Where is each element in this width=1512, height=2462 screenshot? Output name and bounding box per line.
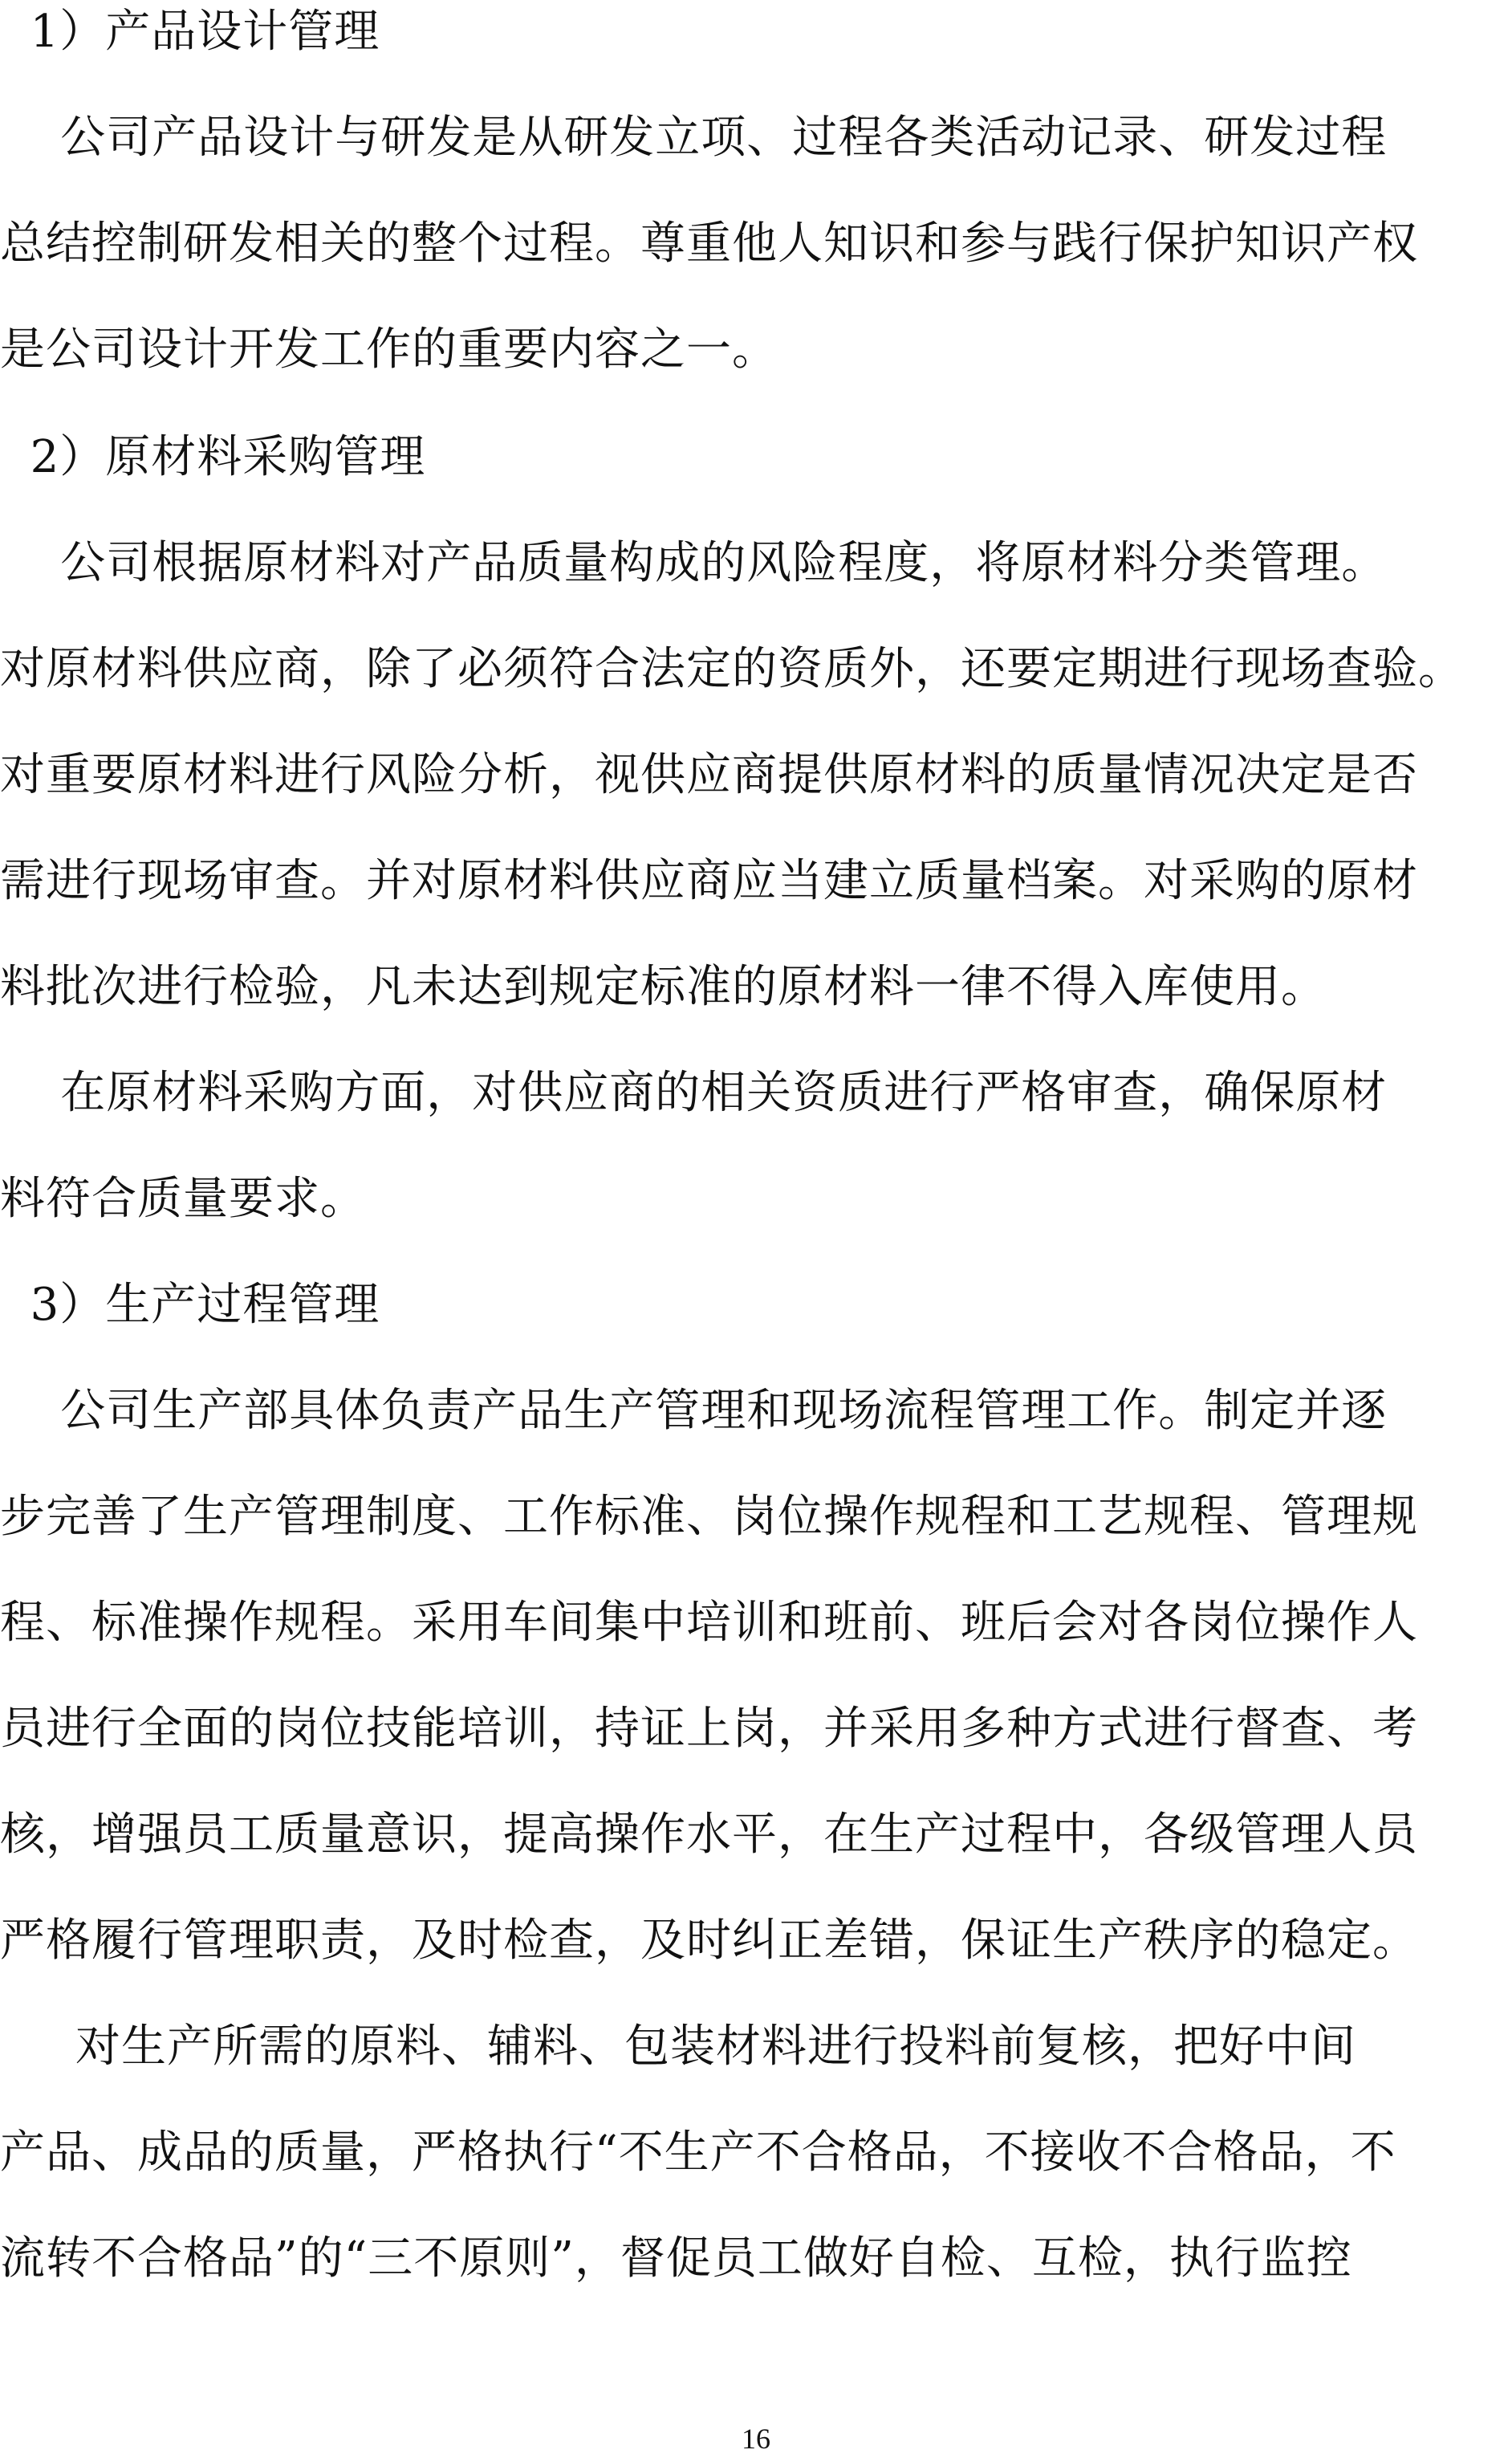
paragraph-line: 料批次进行检验，凡未达到规定标准的原材料一律不得入库使用。 [0,961,1327,1013]
paragraph-line: 总结控制研发相关的整个过程。尊重他人知识和参与践行保护知识产权 [0,218,1418,270]
heading-product-design: 1）产品设计管理 [0,6,380,58]
paragraph-line: 员进行全面的岗位技能培训，持证上岗，并采用多种方式进行督查、考 [0,1703,1418,1755]
paragraph-line: 流转不合格品”的“三不原则”，督促员工做好自检、互检，执行监控 [0,2232,1352,2285]
paragraph-line: 核，增强员工质量意识，提高操作水平，在生产过程中，各级管理人员 [0,1809,1418,1861]
paragraph-line: 料符合质量要求。 [0,1173,366,1225]
paragraph-line: 对重要原材料进行风险分析，视供应商提供原材料的质量情况决定是否 [0,749,1418,801]
paragraph-line: 需进行现场审查。并对原材料供应商应当建立质量档案。对采购的原材 [0,855,1418,907]
paragraph-line: 是公司设计开发工作的重要内容之一。 [0,324,778,376]
paragraph-line: 步完善了生产管理制度、工作标准、岗位操作规程和工艺规程、管理规 [0,1491,1418,1543]
heading-production: 3）生产过程管理 [0,1279,380,1331]
paragraph-line: 在原材料采购方面，对供应商的相关资质进行严格审查，确保原材 [0,1067,1388,1119]
page-number: 16 [742,2423,770,2455]
paragraph-line: 公司根据原材料对产品质量构成的风险程度，将原材料分类管理。 [0,537,1388,589]
paragraph-line: 对生产所需的原料、辅料、包装材料进行投料前复核，把好中间 [0,2020,1357,2073]
paragraph-line: 公司生产部具体负责产品生产管理和现场流程管理工作。制定并逐 [0,1385,1388,1437]
paragraph-line: 严格履行管理职责，及时检查，及时纠正差错，保证生产秩序的稳定。 [0,1915,1418,1967]
paragraph-line: 产品、成品的质量，严格执行“不生产不合格品，不接收不合格品，不 [0,2126,1396,2179]
paragraph-line: 公司产品设计与研发是从研发立项、过程各类活动记录、研发过程 [0,112,1388,164]
paragraph-line: 对原材料供应商，除了必须符合法定的资质外，还要定期进行现场查验。 [0,643,1464,695]
heading-raw-material: 2）原材料采购管理 [0,431,426,483]
paragraph-line: 程、标准操作规程。采用车间集中培训和班前、班后会对各岗位操作人 [0,1597,1418,1649]
